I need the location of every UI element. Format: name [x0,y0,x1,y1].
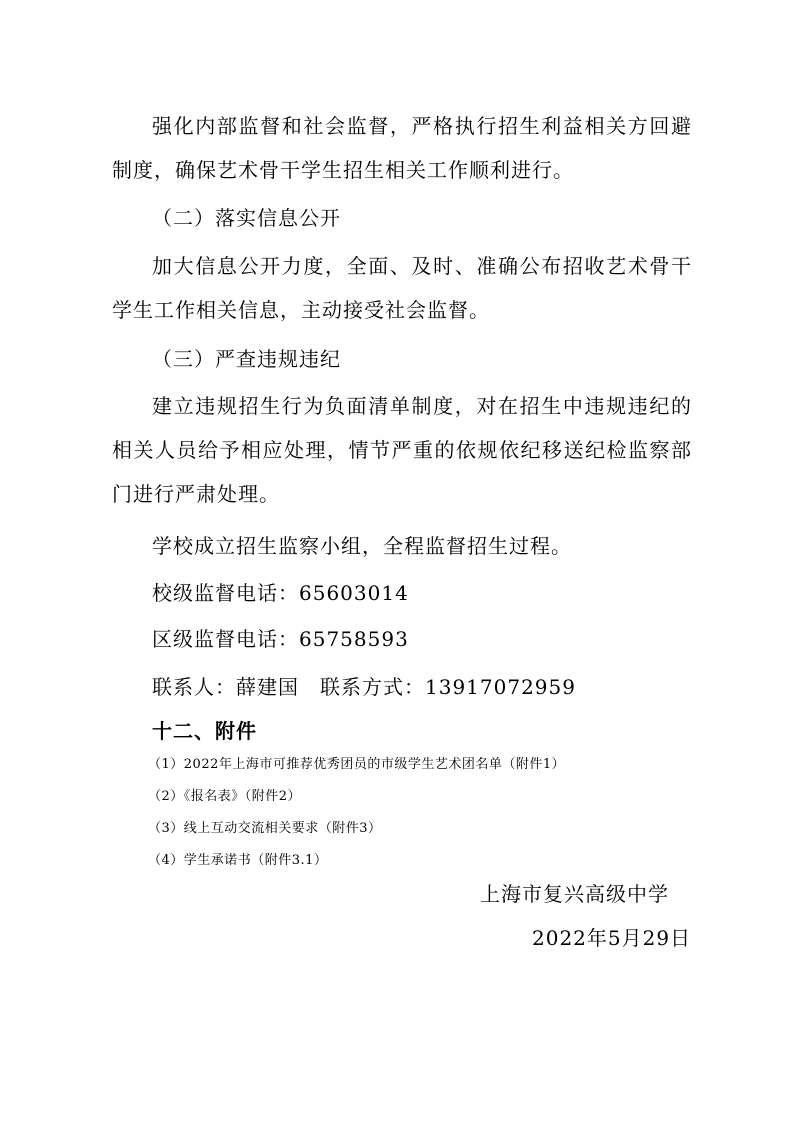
attachment-item: （4）学生承诺书（附件3.1） [148,853,328,868]
contact-person: 联系人：薛建国 联系方式：13917072959 [152,675,576,699]
paragraph-discipline: 建立违规招生行为负面清单制度，对在招生中违规违纪的相关人员给予相应处理，情节严重的依规依纪移送纪检监察部门进行严肃处理。 [112,394,692,506]
district-supervision-phone: 区级监督电话：65758593 [152,627,409,651]
paragraph-monitoring-group: 学校成立招生监察小组，全程监督招生过程。 [152,534,572,558]
section-heading-info-disclosure: （二）落实信息公开 [152,206,341,230]
attachment-item: （3）线上互动交流相关要求（附件3） [148,821,382,836]
attachments-heading: 十二、附件 [152,719,257,743]
attachment-item: （1）2022年上海市可推荐优秀团员的市级学生艺术团名单（附件1） [148,757,566,772]
attachment-item: （2）《报名表》（附件2） [148,789,302,804]
section-heading-discipline: （三）严查违规违纪 [152,347,341,371]
paragraph-info-disclosure: 加大信息公开力度，全面、及时、准确公布招收艺术骨干学生工作相关信息，主动接受社会监督。 [112,254,692,322]
signature-date: 2022年5月29日 [532,926,692,950]
school-supervision-phone: 校级监督电话：65603014 [152,581,409,605]
signature-school: 上海市复兴高级中学 [480,882,669,906]
paragraph-supervision: 强化内部监督和社会监督，严格执行招生利益相关方回避制度，确保艺术骨干学生招生相关工作顺利进行。 [112,114,692,182]
